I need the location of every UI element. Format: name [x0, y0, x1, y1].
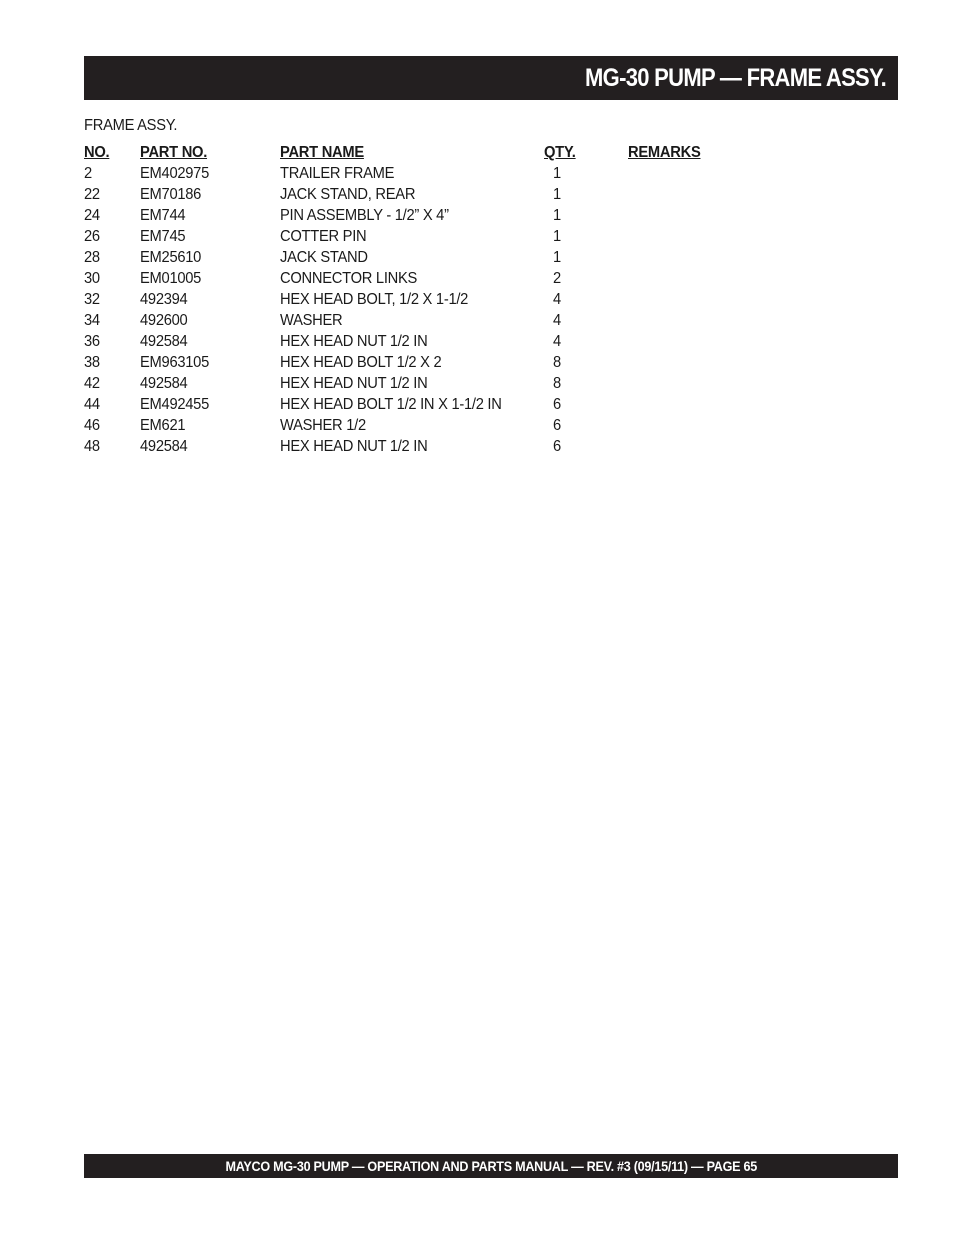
row-qty: 8: [553, 354, 561, 371]
row-no: 44: [84, 396, 100, 413]
row-no: 30: [84, 270, 100, 287]
row-qty: 1: [553, 186, 561, 203]
row-no: 42: [84, 375, 100, 392]
row-part-name: WASHER 1/2: [280, 417, 366, 434]
table-row: [84, 438, 784, 459]
row-qty: 4: [553, 333, 561, 350]
table-row: [84, 249, 784, 270]
column-header-no: NO.: [84, 144, 110, 161]
table-row: [84, 333, 784, 354]
row-part-no: EM25610: [140, 249, 202, 266]
table-row: [84, 417, 784, 438]
row-qty: 1: [553, 207, 561, 224]
row-no: 24: [84, 207, 100, 224]
column-header-part-name: PART NAME: [280, 144, 364, 161]
row-part-no: EM01005: [140, 270, 202, 287]
row-no: 46: [84, 417, 100, 434]
row-part-no: EM745: [140, 228, 186, 245]
row-no: 34: [84, 312, 100, 329]
row-part-no: 492584: [140, 438, 188, 455]
row-qty: 2: [553, 270, 561, 287]
row-part-name: HEX HEAD BOLT 1/2 IN X 1-1/2 IN: [280, 396, 502, 413]
row-part-name: CONNECTOR LINKS: [280, 270, 418, 287]
row-part-no: 492584: [140, 375, 188, 392]
row-part-name: WASHER: [280, 312, 343, 329]
row-qty: 4: [553, 291, 561, 308]
row-no: 26: [84, 228, 100, 245]
row-part-no: EM621: [140, 417, 186, 434]
footer-text: MAYCO MG-30 PUMP — OPERATION AND PARTS MANUAL — REV. #3 (09/15/11) — PAGE 65: [225, 1158, 757, 1174]
row-part-name: HEX HEAD NUT 1/2 IN: [280, 333, 428, 350]
row-part-no: EM963105: [140, 354, 209, 371]
table-row: [84, 207, 784, 228]
table-row: [84, 270, 784, 291]
table-row: [84, 291, 784, 312]
row-no: 36: [84, 333, 100, 350]
page-title: MG-30 PUMP — FRAME ASSY.: [585, 63, 886, 92]
row-part-name: JACK STAND: [280, 249, 368, 266]
row-part-name: HEX HEAD BOLT, 1/2 X 1-1/2: [280, 291, 469, 308]
row-part-no: EM744: [140, 207, 186, 224]
row-qty: 6: [553, 396, 561, 413]
row-part-name: PIN ASSEMBLY - 1/2” X 4”: [280, 207, 449, 224]
row-qty: 6: [553, 417, 561, 434]
table-row: [84, 228, 784, 249]
section-label: FRAME ASSY.: [84, 117, 178, 134]
row-no: 28: [84, 249, 100, 266]
row-no: 32: [84, 291, 100, 308]
row-no: 22: [84, 186, 100, 203]
column-header-part-no: PART NO.: [140, 144, 208, 161]
row-part-name: HEX HEAD NUT 1/2 IN: [280, 375, 428, 392]
row-part-name: COTTER PIN: [280, 228, 367, 245]
table-row: [84, 396, 784, 417]
table-header-row: [84, 144, 784, 165]
row-no: 2: [84, 165, 92, 182]
row-part-no: EM402975: [140, 165, 209, 182]
row-qty: 4: [553, 312, 561, 329]
column-header-qty: QTY.: [544, 144, 576, 161]
row-part-no: 492600: [140, 312, 188, 329]
footer-bar: [84, 1154, 898, 1178]
row-no: 38: [84, 354, 100, 371]
row-qty: 6: [553, 438, 561, 455]
row-part-name: HEX HEAD BOLT 1/2 X 2: [280, 354, 442, 371]
row-part-no: 492394: [140, 291, 188, 308]
column-header-remarks: REMARKS: [628, 144, 701, 161]
table-row: [84, 354, 784, 375]
row-qty: 1: [553, 249, 561, 266]
row-qty: 8: [553, 375, 561, 392]
title-bar: [84, 56, 898, 100]
row-qty: 1: [553, 228, 561, 245]
row-part-name: TRAILER FRAME: [280, 165, 395, 182]
table-row: [84, 312, 784, 333]
table-row: [84, 186, 784, 207]
row-qty: 1: [553, 165, 561, 182]
table-row: [84, 375, 784, 396]
parts-table: [84, 144, 784, 459]
row-part-no: 492584: [140, 333, 188, 350]
row-no: 48: [84, 438, 100, 455]
row-part-name: HEX HEAD NUT 1/2 IN: [280, 438, 428, 455]
table-row: [84, 165, 784, 186]
row-part-name: JACK STAND, REAR: [280, 186, 416, 203]
row-part-no: EM492455: [140, 396, 209, 413]
row-part-no: EM70186: [140, 186, 202, 203]
